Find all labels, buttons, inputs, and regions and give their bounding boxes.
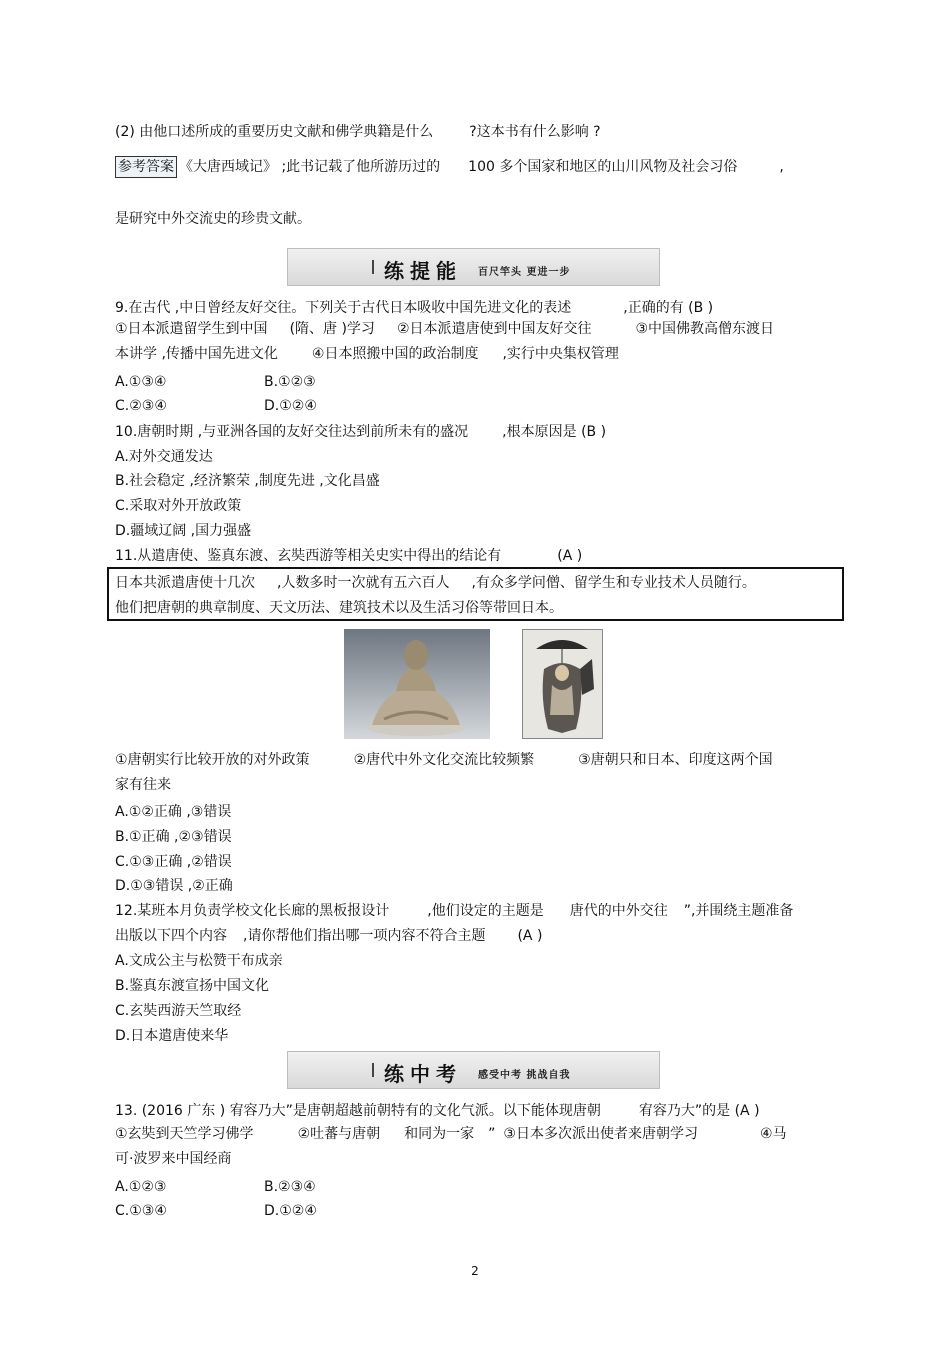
q12-stem-1a: 12.某班本月负责学校文化长廊的黑板报设计	[115, 903, 390, 919]
q12-stem-2c: (A )	[517, 928, 543, 944]
q12-stem-2a: 出版以下四个内容	[115, 928, 227, 944]
q11-item-3: ③唐朝只和日本、印度这两个国	[578, 752, 773, 768]
q9-opt-b: B.①②③	[264, 374, 316, 390]
q9-item-4: ④日本照搬中国的政治制度	[311, 346, 479, 362]
q12-stem-2	[115, 926, 542, 946]
q10-stem-a: 10.唐朝时期 ,与亚洲各国的友好交往达到前所未有的盛况	[115, 424, 469, 440]
q9-items-1	[115, 319, 774, 339]
q11-opt-a: A.①②正确 ,③错误	[115, 804, 232, 820]
q11-items-2: 家有往来	[115, 777, 171, 793]
q9-opt-a: A.①③④	[115, 374, 167, 390]
q9-stem-b: ,正确的有 (B )	[623, 300, 714, 316]
xuanzang-painting-image	[522, 629, 603, 739]
q9-opt-d: D.①②④	[264, 398, 317, 414]
q12-stem-1c: 唐代的中外交往	[569, 903, 668, 919]
answer-text-c: ,	[779, 159, 784, 175]
page-number: 2	[471, 1264, 479, 1278]
q11-items-1	[115, 750, 773, 770]
q9-stem	[115, 298, 713, 318]
monk-statue-image	[344, 629, 490, 739]
q12-opt-b: B.鉴真东渡宣扬中国文化	[115, 978, 270, 994]
q11-opt-b: B.①正确 ,②③错误	[115, 829, 232, 845]
q10-opt-d: D.疆域辽阔 ,国力强盛	[115, 523, 252, 539]
q13-item-4: ④马	[759, 1126, 787, 1142]
answer-text-b: 100 多个国家和地区的山川风物及社会习俗	[468, 159, 738, 175]
q10-opt-b: B.社会稳定 ,经济繁荣 ,制度先进 ,文化昌盛	[115, 473, 380, 489]
q13-stem-b: ”是唐朝超越前朝特有的文化气派。以下能体现唐朝	[285, 1103, 601, 1119]
q11-stem-b: (A )	[557, 548, 583, 564]
banner-title: 练提能	[384, 259, 462, 283]
banner-bar	[372, 260, 374, 274]
q13-opt-a: A.①②③	[115, 1179, 167, 1195]
q9-item-1: ①日本派遣留学生到中国	[115, 321, 268, 337]
q11-item-1: ①唐朝实行比较开放的对外政策	[115, 752, 310, 768]
q13-item-2c: ”	[488, 1126, 496, 1142]
q9-items-2	[115, 344, 619, 364]
q13-items-2: 可·波罗来中国经商	[115, 1151, 232, 1167]
q13-stem	[115, 1101, 760, 1121]
q13-stem-c: 宥容乃大	[638, 1103, 695, 1119]
banner-subtitle: 感受中考 挑战自我	[478, 1070, 571, 1081]
q9-item-3: ③中国佛教高僧东渡日	[635, 321, 775, 337]
q12-stem-1d: ”,并围绕主题准备	[683, 903, 794, 919]
q13-item-2: ②吐蕃与唐朝	[297, 1126, 381, 1142]
q13-opt-d: D.①②④	[264, 1203, 317, 1219]
q13-stem-d: ”的是 (A )	[694, 1103, 760, 1119]
q11-opt-d: D.①③错误 ,②正确	[115, 878, 233, 894]
q11-box-line-1	[115, 573, 756, 593]
q9-item-1b: (隋、唐 )学习	[289, 321, 375, 337]
q10-stem	[115, 422, 606, 442]
q9-item-3b: 本讲学 ,传播中国先进文化	[115, 346, 278, 362]
q11-stem	[115, 546, 582, 566]
q11-box-1b: ,人数多时一次就有五六百人	[277, 575, 450, 591]
q11-item-2: ②唐代中外文化交流比较频繁	[353, 752, 535, 768]
banner-subtitle: 百尺竿头 更进一步	[478, 267, 571, 278]
q13-opt-b: B.②③④	[264, 1179, 316, 1195]
answer-text-a: 《大唐西域记》 ;此书记载了他所游历过的	[179, 159, 441, 175]
answer-text-d: 是研究中外交流史的珍贵文献。	[115, 211, 311, 227]
q12-stem-1b: ,他们设定的主题是	[427, 903, 544, 919]
answer-label: 参考答案	[115, 156, 177, 178]
q13-stem-a: 13. (2016 广东 ) 宥容乃大	[115, 1103, 286, 1119]
q11-box-1a: 日本共派遣唐使十几次	[115, 575, 255, 591]
q13-opt-c: C.①③④	[115, 1203, 167, 1219]
q12-opt-a: A.文成公主与松赞干布成亲	[115, 953, 283, 969]
q13-items-1	[115, 1124, 787, 1144]
q10-opt-c: C.采取对外开放政策	[115, 498, 242, 514]
q12-stem-1	[115, 901, 793, 921]
q9-item-2: ②日本派遣唐使到中国友好交往	[396, 321, 592, 337]
q11-box-line-2: 他们把唐朝的典章制度、天文历法、建筑技术以及生活习俗等带回日本。	[115, 600, 563, 616]
banner-bar	[372, 1063, 374, 1077]
q8-2-question-end: ?这本书有什么影响 ?	[469, 124, 601, 140]
section-banner-exam	[287, 1051, 660, 1089]
q12-opt-c: C.玄奘西游天竺取经	[115, 1003, 242, 1019]
q13-item-3: ③日本多次派出使者来唐朝学习	[503, 1126, 698, 1142]
q8-2-answer	[115, 156, 784, 178]
q13-item-1: ①玄奘到天竺学习佛学	[115, 1126, 254, 1142]
q8-2-question	[115, 122, 601, 142]
q9-opt-c: C.②③④	[115, 398, 167, 414]
q9-stem-a: 9.在古代 ,中日曾经友好交往。下列关于古代日本吸收中国先进文化的表述	[115, 300, 572, 316]
q9-item-4b: ,实行中央集权管理	[502, 346, 619, 362]
q10-stem-b: ,根本原因是 (B )	[502, 424, 607, 440]
q12-opt-d: D.日本遣唐使来华	[115, 1028, 229, 1044]
q11-opt-c: C.①③正确 ,②错误	[115, 854, 232, 870]
q13-item-2b: 和同为一家	[404, 1126, 475, 1142]
q10-opt-a: A.对外交通发达	[115, 449, 213, 465]
q12-stem-2b: ,请你帮他们指出哪一项内容不符合主题	[243, 928, 486, 944]
q11-box-1c: ,有众多学问僧、留学生和专业技术人员随行。	[471, 575, 756, 591]
q11-stem-a: 11.从遣唐使、鉴真东渡、玄奘西游等相关史实中得出的结论有	[115, 548, 502, 564]
section-banner-practice	[287, 248, 660, 286]
banner-title: 练中考	[384, 1062, 462, 1086]
q8-2-question-text: (2) 由他口述所成的重要历史文献和佛学典籍是什么	[115, 124, 434, 140]
